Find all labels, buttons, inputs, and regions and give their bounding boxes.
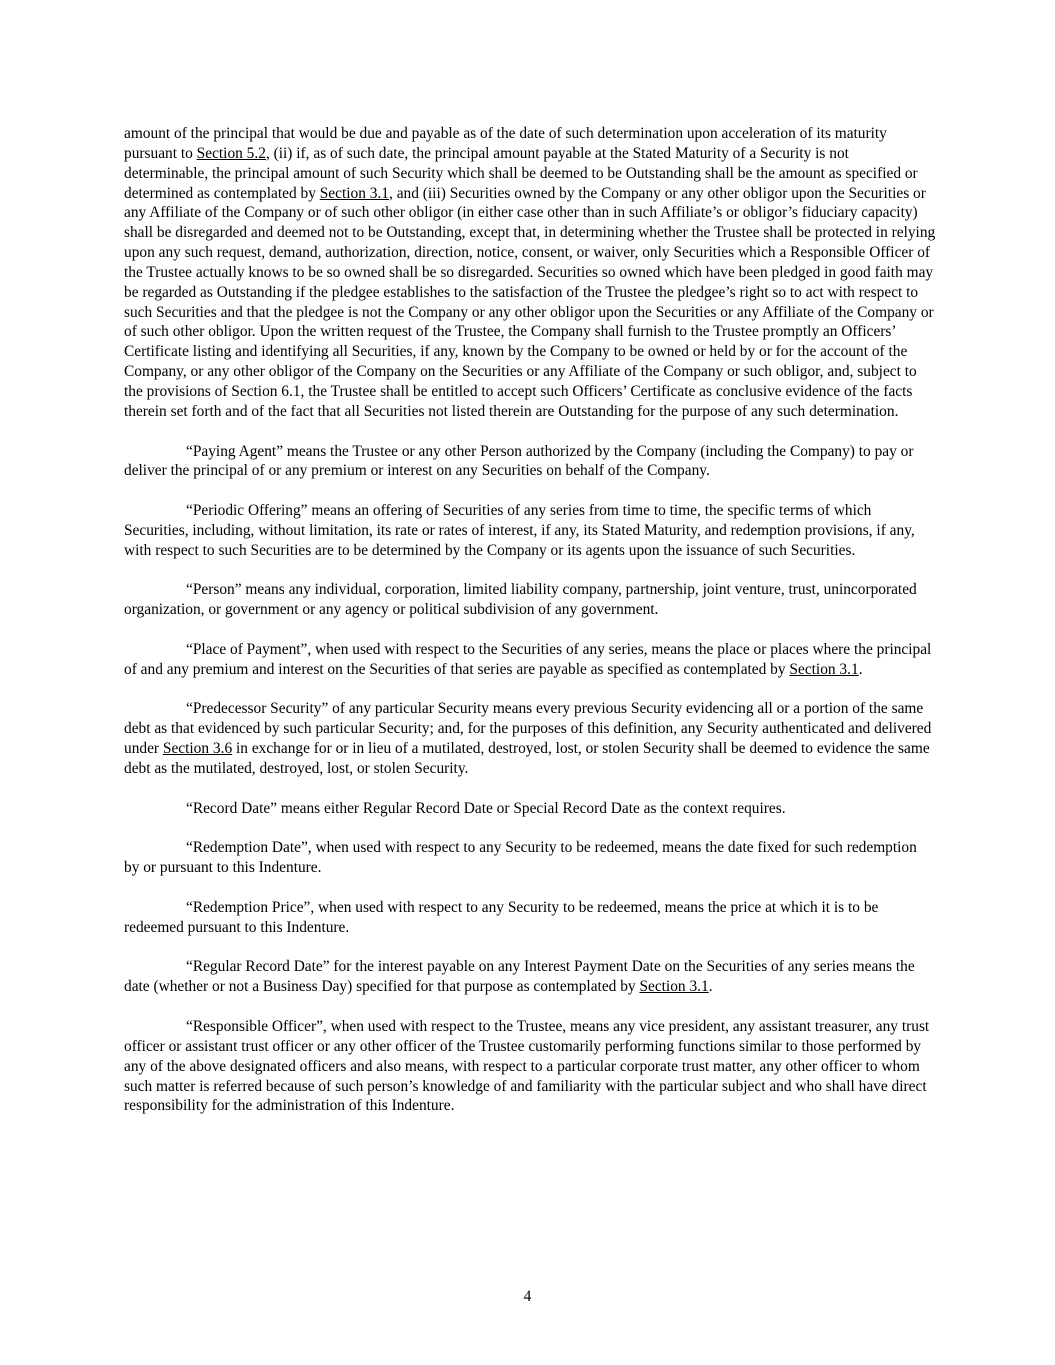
page-body <box>124 124 936 1136</box>
paragraph-text: in exchange for or in lieu of a mutilated, destroyed, lost, or stolen Security shall be deemed to evidence the same debt as the mutilated, destroyed, lost, or stolen Security. <box>124 740 930 777</box>
definition-redemption-date: “Redemption Date”, when used with respect to any Security to be redeemed, means the date fixed for such redemption by or pursuant to this Indenture. <box>124 839 917 877</box>
section-3-6-link[interactable]: Section 3.6 <box>162 740 233 758</box>
paragraph-text: . <box>858 660 863 678</box>
section-5-2-link[interactable]: Section 5.2 <box>196 144 266 162</box>
section-3-1-link[interactable]: Section 3.1 <box>319 184 390 202</box>
page-number: 4 <box>523 1288 532 1305</box>
definition-periodic-offering: “Periodic Offering” means an offering of Securities of any series from time to time, the specific terms of which Securities, including, without limitation, its rate or rates of interest, if any, its Stated Maturity, and redemption provisions, if any, with respect to such Securities are to be determined by the Company or its agents upon the issuance of such Securities. <box>124 502 915 559</box>
definition-regular-record-date <box>124 957 936 997</box>
paragraph-text: , (ii) if, as of such date, the principal amount payable at the Stated Maturity of a Security is not determinable, the principal amount of such Security which shall be deemed to be Outstanding shall be the amount as specified or determined as contemplated by <box>124 144 918 202</box>
paragraph-text: amount of the principal that would be due and payable as of the date of such determination upon acceleration of its maturity pursuant to <box>124 125 887 162</box>
paragraph-text: , and (iii) Securities owned by the Company or any other obligor upon the Securities or any Affiliate of the Company or of such other obligor (in either case other than in such Affiliate’s or obligor’s fiduciary capacity) shall be disregarded and deemed not to be Outstanding, except that, in determining whether the Trustee shall be protected in relying upon any such request, demand, authorization, direction, notice, consent, or waiver, only Securities which a Responsible Officer of the Trustee actually knows to be so owned shall be so disregarded. Securities so owned which have been pledged in good faith may be regarded as Outstanding if the pledgee establishes to the satisfaction of the Trustee the pledgee’s right so to act with respect to such Securities and that the pledgee is not the Company or any other obligor upon the Securities or any Affiliate of the Company or of such other obligor. Upon the written request of the Trustee, the Company shall furnish to the Trustee promptly an Officers’ Certificate listing and identifying all Securities, if any, known by the Company to be owned or held by or for the account of the Company, or any other obligor of the Company on the Securities or any Affiliate of the Company or such obligor, and, subject to the provisions of Section 6.1, the Trustee shall be entitled to accept such Officers’ Certificate as conclusive evidence of the facts therein set forth and of the fact that all Securities not listed therein are Outstanding for the purpose of any such determination. <box>124 184 936 420</box>
paragraph-outstanding-continued <box>124 124 936 422</box>
definition-place-of-payment <box>124 640 936 680</box>
section-3-1-link[interactable]: Section 3.1 <box>789 660 859 678</box>
definition-redemption-price: “Redemption Price”, when used with respect to any Security to be redeemed, means the price at which it is to be redeemed pursuant to this Indenture. <box>124 898 879 936</box>
paragraph-text: . <box>708 978 713 996</box>
definition-predecessor-security <box>124 699 936 778</box>
paragraph-text: “Predecessor Security” of any particular Security means every previous Security evidencing all or a portion of the same debt as that evidenced by such particular Security; and, for the purposes of this definition, any Security authenticated and delivered under <box>124 700 932 758</box>
definition-paying-agent: “Paying Agent” means the Trustee or any other Person authorized by the Company (including the Company) to pay or deliver the principal of or any premium or interest on any Securities on behalf of the Company. <box>124 442 914 480</box>
definition-person: “Person” means any individual, corporation, limited liability company, partnership, joint venture, trust, unincorporated organization, or government or any agency or political subdivision of any government. <box>124 581 917 619</box>
definition-responsible-officer: “Responsible Officer”, when used with respect to the Trustee, means any vice president, any assistant treasurer, any trust officer or assistant trust officer or any other officer of the Trustee customarily performing functions similar to those performed by any of the above designated officers and also means, with respect to a particular corporate trust matter, any other officer to whom such matter is referred because of such person’s knowledge of and familiarity with the particular subject and who shall have direct responsibility for the administration of this Indenture. <box>124 1017 930 1115</box>
paragraph-text: “Regular Record Date” for the interest payable on any Interest Payment Date on the Securities of any series means the date (whether or not a Business Day) specified for that purpose as contemplated by <box>124 958 915 996</box>
definition-record-date: “Record Date” means either Regular Record Date or Special Record Date as the context requires. <box>186 799 786 817</box>
section-3-1-link[interactable]: Section 3.1 <box>639 978 709 996</box>
paragraph-text: “Place of Payment”, when used with respect to the Securities of any series, means the place or places where the principal of and any premium and interest on the Securities of that series are payable as specified as contemplated by <box>124 640 932 678</box>
